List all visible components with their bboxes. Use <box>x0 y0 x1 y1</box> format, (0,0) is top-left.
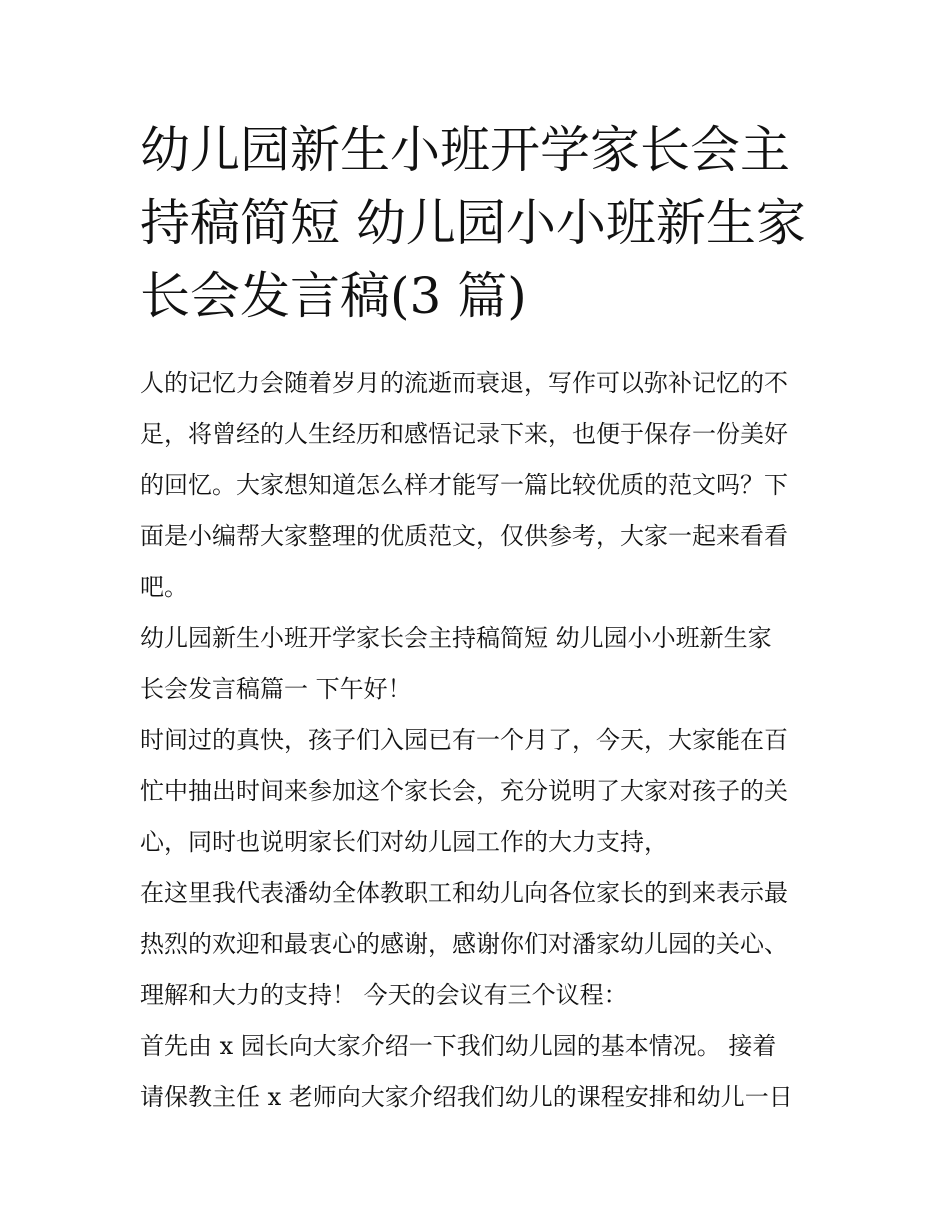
body-line: 请保教主任 x 老师向大家介绍我们幼儿的课程安排和幼儿一日 <box>140 1083 793 1111</box>
body-line: 首先由 x 园长向大家介绍一下我们幼儿园的基本情况。 接着 <box>140 1032 777 1060</box>
body-line: 热烈的欢迎和最衷心的感谢，感谢你们对潘家幼儿园的关心、 <box>140 930 788 958</box>
body-line: 理解和大力的支持！ 今天的会议有三个议程： <box>140 981 628 1009</box>
body-line: 幼儿园新生小班开学家长会主持稿简短 幼儿园小小班新生家 <box>140 624 772 652</box>
body-line: 面是小编帮大家整理的优质范文，仅供参考，大家一起来看看 <box>140 522 788 550</box>
title-line: 持稿简短 幼儿园小小班新生家 <box>140 194 806 252</box>
body-line: 心，同时也说明家长们对幼儿园工作的大力支持， <box>140 828 668 856</box>
body-line: 足，将曾经的人生经历和感悟记录下来，也便于保存一份美好 <box>140 420 788 448</box>
document-body <box>140 358 820 1123</box>
body-line: 人的记忆力会随着岁月的流逝而衰退，写作可以弥补记忆的不 <box>140 369 788 397</box>
body-line: 吧。 <box>140 573 188 601</box>
document-title <box>140 114 820 333</box>
title-line: 幼儿园新生小班开学家长会主 <box>140 121 790 179</box>
body-line: 时间过的真快，孩子们入园已有一个月了，今天，大家能在百 <box>140 726 788 754</box>
body-line: 的回忆。大家想知道怎么样才能写一篇比较优质的范文吗？下 <box>140 471 788 499</box>
body-line: 在这里我代表潘幼全体教职工和幼儿向各位家长的到来表示最 <box>140 879 788 907</box>
title-line: 长会发言稿(3 篇) <box>140 267 527 325</box>
body-line: 忙中抽出时间来参加这个家长会，充分说明了大家对孩子的关 <box>140 777 788 805</box>
body-line: 长会发言稿篇一 下午好！ <box>140 675 412 703</box>
